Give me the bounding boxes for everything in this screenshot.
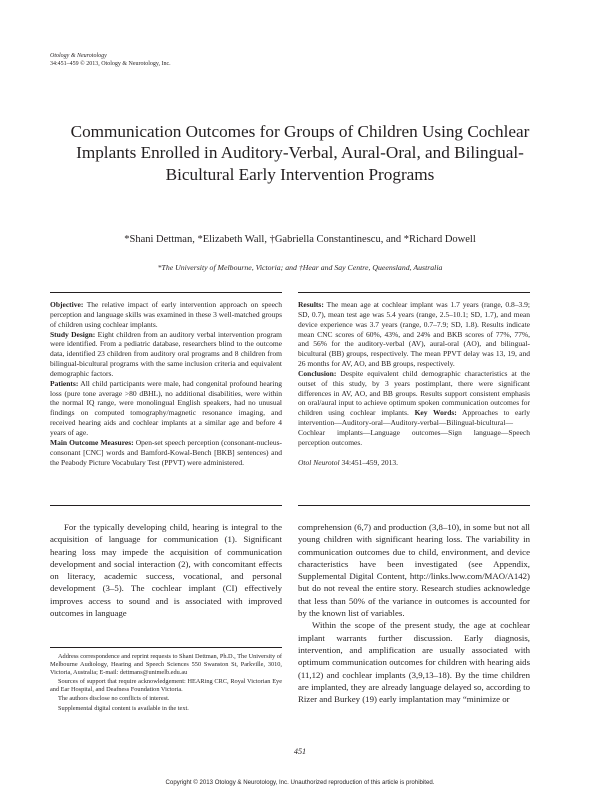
abstract-objective: Objective: The relative impact of early intervention approach on speech perception and language skills was examined in these 3 well-matched groups of children using cochlear implants. [50,300,282,329]
abstract-rule-bottom-right [298,505,530,506]
abstract-left-column [50,300,282,467]
abstract-results: Results: The mean age at cochlear implant was 1.7 years (range, 0.8–3.9; SD, 0.7), mean test age was 5.4 years (range, 2.5–10.1; SD, 1.7), and mean device experience was 3.7 years (range, 0.7–7.9; SD, 1.8). Results indicate mean CNC scores of 60%, 43%, and 24% and BKB scores of 77%, 77%, and 56% for the auditory-verbal (AV), aural-oral (AO), and bilingual-bicultural (BB) groups, respectively. The mean PPVT delay was 13, 19, and 26 months for AV, AO, and BB groups, respectively. [298,300,530,369]
footnote-supplemental: Supplemental digital content is available in the text. [58,704,189,712]
copyright-notice: Copyright © 2013 Otology & Neurotology, Inc. Unauthorized reproduction of this article is prohibited. [165,779,435,786]
footnote-conflicts: The authors disclose no conflicts of interest. [58,695,170,703]
abstract-right-column [298,300,530,468]
body-paragraph: Within the scope of the present study, the age at cochlear implant warrants further discussion. Early diagnosis, intervention, and amplification are usually associated with optimum communication outcomes for children with hearing aids (11,12) and cochlear implants (3,9,13–18). By the time children are implanted, they are already language delayed so, according to Rizer and Burkey (19) early implantation may “minimize or [298,620,530,705]
abstract-citation: Otol Neurotol 34:451–459, 2013. [298,457,398,467]
author-affiliation: *The University of Melbourne, Victoria; and †Hear and Say Centre, Queensland, Australia [157,263,443,272]
abstract-rule-right [298,292,530,293]
footnote-support: Sources of support that require acknowledgement: HEARing CRC, Royal Victorian Eye and Ear Hospital, and Deafness Foundation Victoria. [50,678,282,694]
footnote-address: Address correspondence and reprint requests to Shani Dettman, Ph.D., The University of Melbourne Audiology, Hearing and Speech Sciences 550 Swanston St, Parkville, 3010, Victoria, Australia; E-mail: dettmans@unimelb.edu.au [50,653,282,677]
article-title: Communication Outcomes for Groups of Children Using Cochlear Implants Enrolled in Auditory-Verbal, Aural-Oral, and Bilingual-Bicultural Early Intervention Programs [70,122,530,184]
abstract-patients: Patients: All child participants were male, had congenital profound hearing loss (pure tone average >80 dBHL), no additional disabilities, were within the normal IQ range, were monolingual English speakers, had no unusual findings on computed tomography/magnetic resonance imaging, and received hearing aids and cochlear implants at a similar age and before 4 years of age. [50,378,282,437]
abstract-rule-bottom-left [50,505,282,506]
journal-header [50,52,171,68]
abstract-conclusion: Conclusion: Despite equivalent child demographic characteristics at the outset of this study, by 3 years postimplant, there were significant differences in AV, AO, and BB groups. Results support consistent emphasis on oral/aural input to achieve optimum spoken communication outcomes for children using cochlear implants. Key Words: Approaches to early intervention—Auditory-oral—Auditory-verbal—Bilingual-bicultural—Cochlear implants—Language outcomes—Sign language—Speech perception outcomes. [298,368,531,447]
footnotes [50,653,282,714]
body-left-column [50,521,282,619]
footnote-rule [50,647,282,648]
journal-citation-line: 34:451–459 © 2013, Otology & Neurotology, Inc. [50,61,171,67]
abstract-measures: Main Outcome Measures: Open-set speech perception (consonant-nucleus-consonant [CNC] words and Bamford-Kowal-Bench [BKB] sentences) and the Peabody Picture Vocabulary Test (PPVT) were administered. [50,437,282,467]
abstract-rule-left [50,292,282,293]
author-list: *Shani Dettman, *Elizabeth Wall, †Gabriella Constantinescu, and *Richard Dowell [124,234,476,245]
body-right-column [298,521,530,705]
abstract-study-design: Study Design: Eight children from an auditory verbal intervention program were identified. From a pediatric database, researchers blind to the outcome data, identified 23 children from auditory oral programs and 8 children from bilingual-bicultural programs with the same inclusion criteria and equivalent demographic factors. [50,329,282,378]
body-paragraph: comprehension (6,7) and production (3,8–10), in some but not all young children with significant hearing loss. The variability in communication outcomes due to child, environment, and device characteristics have been investigated (see Appendix, Supplemental Digital Content, http://links.lww.com/MAO/A142) but do not reveal the entire story. Research studies acknowledge that less than 50% of the variance in outcomes is accounted for by the known list of variables. [298,522,530,619]
journal-name: Otology & Neurotology [50,53,107,59]
body-paragraph: For the typically developing child, hearing is integral to the acquisition of language for communication (1). Significant hearing loss may impede the acquisition of communication development and social interaction (2), with concomitant effects on literacy, academic success, vocational, and personal development (3–5). The cochlear implant (CI) effectively improves access to sound and is associated with improved outcomes in language [50,522,282,619]
page-number: 451 [293,747,307,756]
